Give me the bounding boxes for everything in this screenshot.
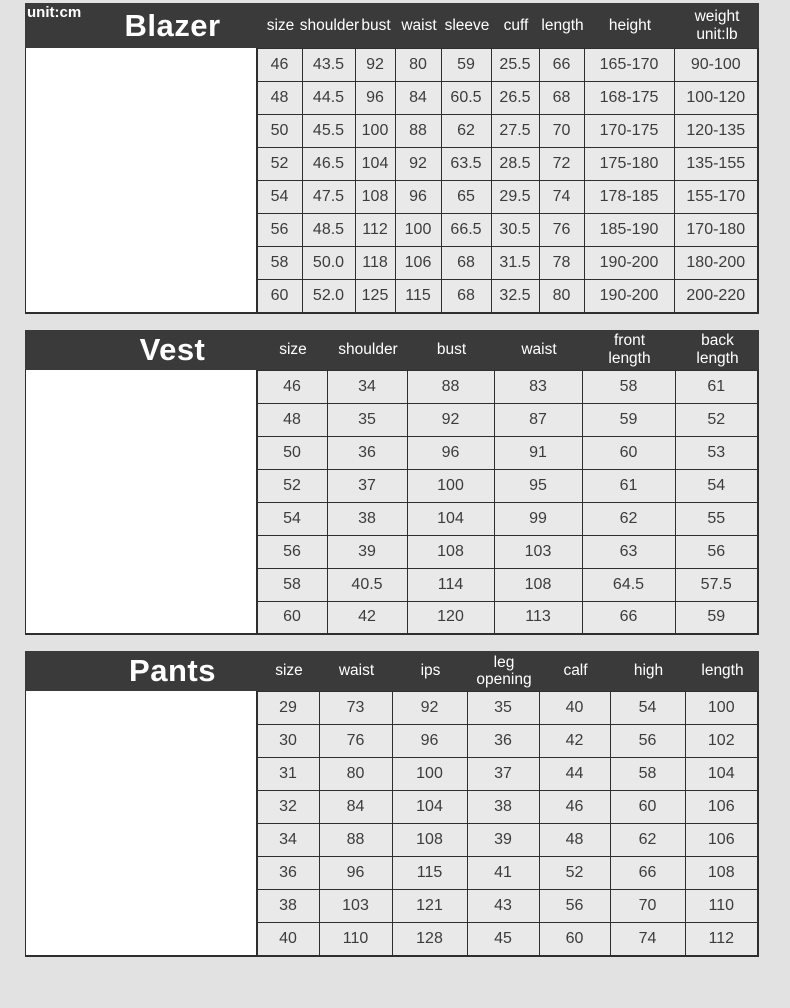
table-cell: 64.5	[582, 568, 675, 601]
table-cell: 52	[257, 469, 327, 502]
table-cell: 66	[539, 49, 584, 82]
table-cell: 53	[675, 436, 758, 469]
table-cell: 83	[494, 370, 582, 403]
table-cell: 35	[327, 403, 407, 436]
table-cell: 80	[319, 758, 392, 791]
table-cell: 90-100	[674, 49, 758, 82]
table-cell: 56	[610, 725, 685, 758]
table-cell: 120	[407, 601, 494, 634]
vest-section	[25, 330, 759, 636]
table-cell: 74	[539, 181, 584, 214]
table-cell: 185-190	[584, 214, 674, 247]
table-cell: 30.5	[491, 214, 539, 247]
table-cell: 31	[257, 758, 319, 791]
table-cell: 39	[327, 535, 407, 568]
table-cell: 121	[392, 890, 467, 923]
table-cell: 41	[467, 857, 539, 890]
column-header: weight unit:lb	[694, 8, 740, 43]
table-cell: 52	[539, 857, 610, 890]
table-cell: 175-180	[584, 148, 674, 181]
table-cell: 54	[257, 181, 302, 214]
table-cell: 42	[327, 601, 407, 634]
table-cell: 52	[675, 403, 758, 436]
table-cell: 108	[685, 857, 758, 890]
table-cell: 59	[582, 403, 675, 436]
column-header: back length	[696, 332, 739, 367]
table-cell: 60	[539, 923, 610, 956]
blazer-image-placeholder	[25, 48, 257, 314]
table-cell: 180-200	[674, 247, 758, 280]
table-cell: 56	[539, 890, 610, 923]
table-cell: 84	[319, 791, 392, 824]
table-row	[257, 692, 758, 725]
table-cell: 108	[392, 824, 467, 857]
column-header: size	[275, 662, 303, 680]
table-row	[257, 49, 758, 82]
table-cell: 43	[467, 890, 539, 923]
table-cell: 96	[407, 436, 494, 469]
pants-title: Pants	[129, 653, 216, 688]
table-cell: 60.5	[441, 82, 491, 115]
blazer-section	[25, 3, 759, 314]
table-cell: 113	[494, 601, 582, 634]
table-row	[257, 469, 758, 502]
table-cell: 100	[392, 758, 467, 791]
table-cell: 37	[467, 758, 539, 791]
table-row	[257, 115, 758, 148]
column-header: sleeve	[444, 16, 490, 34]
table-row	[257, 758, 758, 791]
vest-body	[25, 370, 759, 636]
table-cell: 70	[610, 890, 685, 923]
column-header: ips	[420, 662, 441, 680]
table-cell: 65	[441, 181, 491, 214]
table-cell: 155-170	[674, 181, 758, 214]
table-cell: 104	[685, 758, 758, 791]
column-header: height	[608, 16, 652, 34]
vest-title: Vest	[139, 331, 206, 367]
table-cell: 95	[494, 469, 582, 502]
blazer-column-headers	[258, 3, 759, 48]
table-cell: 46	[257, 49, 302, 82]
table-row	[257, 857, 758, 890]
table-cell: 60	[610, 791, 685, 824]
table-cell: 55	[675, 502, 758, 535]
table-cell: 96	[355, 82, 395, 115]
table-cell: 102	[685, 725, 758, 758]
table-cell: 115	[395, 280, 441, 313]
table-cell: 34	[257, 824, 319, 857]
table-row	[257, 403, 758, 436]
table-row	[257, 82, 758, 115]
table-cell: 29.5	[491, 181, 539, 214]
table-cell: 31.5	[491, 247, 539, 280]
table-cell: 125	[355, 280, 395, 313]
table-cell: 38	[467, 791, 539, 824]
table-cell: 38	[257, 890, 319, 923]
table-cell: 190-200	[584, 247, 674, 280]
table-cell: 62	[582, 502, 675, 535]
table-cell: 44.5	[302, 82, 355, 115]
table-cell: 58	[610, 758, 685, 791]
table-cell: 36	[467, 725, 539, 758]
table-row	[257, 214, 758, 247]
column-header: size	[279, 340, 307, 358]
table-cell: 44	[539, 758, 610, 791]
table-cell: 63.5	[441, 148, 491, 181]
table-cell: 106	[685, 824, 758, 857]
table-cell: 62	[610, 824, 685, 857]
table-cell: 54	[610, 692, 685, 725]
table-row	[257, 436, 758, 469]
table-cell: 61	[675, 370, 758, 403]
table-cell: 100	[395, 214, 441, 247]
table-row	[257, 725, 758, 758]
column-header: waist	[521, 340, 557, 358]
table-cell: 88	[407, 370, 494, 403]
table-row	[257, 148, 758, 181]
vest-column-headers	[258, 330, 759, 370]
table-cell: 91	[494, 436, 582, 469]
vest-header-bar	[25, 330, 759, 370]
table-cell: 40	[257, 923, 319, 956]
column-header: shoulder	[338, 340, 398, 358]
blazer-title: Blazer	[124, 7, 221, 43]
table-cell: 56	[675, 535, 758, 568]
column-header: leg opening	[476, 653, 532, 688]
table-cell: 56	[257, 535, 327, 568]
table-cell: 165-170	[584, 49, 674, 82]
table-cell: 92	[392, 692, 467, 725]
table-cell: 76	[539, 214, 584, 247]
pants-header-bar	[25, 651, 759, 691]
table-cell: 96	[395, 181, 441, 214]
table-cell: 68	[539, 82, 584, 115]
table-cell: 54	[257, 502, 327, 535]
table-row	[257, 923, 758, 956]
table-cell: 99	[494, 502, 582, 535]
table-cell: 106	[395, 247, 441, 280]
table-cell: 60	[257, 280, 302, 313]
column-header: cuff	[503, 16, 529, 34]
column-header: bust	[436, 340, 467, 358]
column-header: waist	[401, 16, 437, 34]
table-cell: 56	[257, 214, 302, 247]
column-header: calf	[563, 662, 588, 680]
table-cell: 170-175	[584, 115, 674, 148]
table-cell: 170-180	[674, 214, 758, 247]
table-cell: 38	[327, 502, 407, 535]
table-cell: 43.5	[302, 49, 355, 82]
table-cell: 59	[675, 601, 758, 634]
table-cell: 60	[257, 601, 327, 634]
table-cell: 76	[319, 725, 392, 758]
column-header: high	[633, 662, 664, 680]
table-cell: 110	[319, 923, 392, 956]
table-cell: 108	[355, 181, 395, 214]
table-cell: 32.5	[491, 280, 539, 313]
table-cell: 115	[392, 857, 467, 890]
table-cell: 84	[395, 82, 441, 115]
table-cell: 104	[392, 791, 467, 824]
table-row	[257, 824, 758, 857]
table-cell: 68	[441, 280, 491, 313]
table-cell: 52.0	[302, 280, 355, 313]
table-cell: 46	[257, 370, 327, 403]
table-cell: 32	[257, 791, 319, 824]
table-row	[257, 535, 758, 568]
table-cell: 59	[441, 49, 491, 82]
column-header: length	[541, 16, 584, 34]
table-cell: 66	[610, 857, 685, 890]
table-row	[257, 890, 758, 923]
vest-image-placeholder	[25, 370, 257, 636]
table-cell: 68	[441, 247, 491, 280]
table-cell: 96	[319, 857, 392, 890]
pants-section	[25, 651, 759, 957]
unit-label: unit:cm	[27, 4, 82, 21]
table-cell: 36	[257, 857, 319, 890]
table-cell: 25.5	[491, 49, 539, 82]
table-cell: 42	[539, 725, 610, 758]
table-cell: 112	[355, 214, 395, 247]
table-cell: 104	[407, 502, 494, 535]
table-cell: 37	[327, 469, 407, 502]
table-cell: 29	[257, 692, 319, 725]
table-cell: 92	[407, 403, 494, 436]
table-cell: 52	[257, 148, 302, 181]
table-cell: 100	[355, 115, 395, 148]
table-row	[257, 247, 758, 280]
table-cell: 92	[355, 49, 395, 82]
table-row	[257, 791, 758, 824]
table-cell: 54	[675, 469, 758, 502]
pants-body	[25, 691, 759, 957]
table-cell: 72	[539, 148, 584, 181]
table-cell: 118	[355, 247, 395, 280]
table-cell: 168-175	[584, 82, 674, 115]
table-cell: 58	[257, 247, 302, 280]
table-cell: 40.5	[327, 568, 407, 601]
table-cell: 104	[355, 148, 395, 181]
table-cell: 74	[610, 923, 685, 956]
table-cell: 48	[257, 403, 327, 436]
table-cell: 35	[467, 692, 539, 725]
table-cell: 80	[395, 49, 441, 82]
table-cell: 48	[539, 824, 610, 857]
table-cell: 200-220	[674, 280, 758, 313]
table-cell: 112	[685, 923, 758, 956]
table-cell: 66	[582, 601, 675, 634]
table-cell: 46.5	[302, 148, 355, 181]
table-cell: 60	[582, 436, 675, 469]
blazer-header-bar	[25, 3, 759, 48]
size-chart-content	[25, 3, 759, 957]
table-row	[257, 280, 758, 313]
table-row	[257, 370, 758, 403]
table-cell: 39	[467, 824, 539, 857]
table-cell: 45	[467, 923, 539, 956]
table-cell: 103	[319, 890, 392, 923]
table-cell: 80	[539, 280, 584, 313]
table-cell: 70	[539, 115, 584, 148]
table-cell: 57.5	[675, 568, 758, 601]
table-cell: 50	[257, 115, 302, 148]
table-row	[257, 502, 758, 535]
table-cell: 92	[395, 148, 441, 181]
table-cell: 73	[319, 692, 392, 725]
table-cell: 106	[685, 791, 758, 824]
table-cell: 128	[392, 923, 467, 956]
table-cell: 100	[685, 692, 758, 725]
table-cell: 46	[539, 791, 610, 824]
table-cell: 88	[319, 824, 392, 857]
column-header: waist	[338, 662, 375, 680]
table-cell: 110	[685, 890, 758, 923]
table-cell: 26.5	[491, 82, 539, 115]
column-header: size	[266, 16, 295, 34]
blazer-body	[25, 48, 759, 314]
table-cell: 108	[407, 535, 494, 568]
table-cell: 114	[407, 568, 494, 601]
table-cell: 178-185	[584, 181, 674, 214]
table-cell: 78	[539, 247, 584, 280]
table-cell: 40	[539, 692, 610, 725]
table-cell: 120-135	[674, 115, 758, 148]
table-cell: 96	[392, 725, 467, 758]
column-header: length	[701, 662, 744, 680]
table-cell: 58	[257, 568, 327, 601]
table-cell: 135-155	[674, 148, 758, 181]
table-cell: 34	[327, 370, 407, 403]
table-cell: 108	[494, 568, 582, 601]
table-cell: 28.5	[491, 148, 539, 181]
pants-column-headers	[258, 651, 759, 691]
table-cell: 87	[494, 403, 582, 436]
column-header: front length	[608, 332, 651, 367]
pants-image-placeholder	[25, 691, 257, 957]
table-cell: 48.5	[302, 214, 355, 247]
table-cell: 45.5	[302, 115, 355, 148]
table-cell: 58	[582, 370, 675, 403]
column-header: bust	[361, 16, 391, 34]
table-cell: 50	[257, 436, 327, 469]
table-cell: 48	[257, 82, 302, 115]
table-row	[257, 181, 758, 214]
table-cell: 47.5	[302, 181, 355, 214]
column-header: shoulder	[299, 16, 360, 34]
blazer-size-table	[257, 48, 760, 314]
table-cell: 100-120	[674, 82, 758, 115]
table-cell: 30	[257, 725, 319, 758]
table-row	[257, 601, 758, 634]
table-cell: 62	[441, 115, 491, 148]
table-cell: 61	[582, 469, 675, 502]
table-cell: 190-200	[584, 280, 674, 313]
table-cell: 100	[407, 469, 494, 502]
table-cell: 66.5	[441, 214, 491, 247]
vest-size-table	[257, 370, 760, 636]
table-cell: 36	[327, 436, 407, 469]
table-cell: 88	[395, 115, 441, 148]
table-cell: 27.5	[491, 115, 539, 148]
table-cell: 103	[494, 535, 582, 568]
table-cell: 63	[582, 535, 675, 568]
pants-size-table	[257, 691, 760, 957]
table-cell: 50.0	[302, 247, 355, 280]
table-row	[257, 568, 758, 601]
